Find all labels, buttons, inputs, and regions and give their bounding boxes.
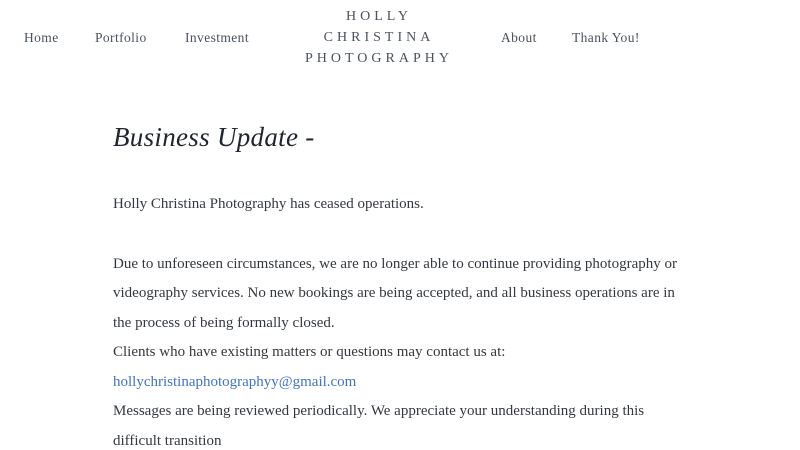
logo-line-3: PHOTOGRAPHY bbox=[305, 51, 453, 66]
body-line: Messages are being reviewed periodically. We appreciate your understanding during this bbox=[113, 403, 645, 419]
nav-item-thank-you[interactable]: Thank You! bbox=[572, 30, 640, 45]
site-logo[interactable] bbox=[279, 6, 479, 69]
nav-item-about[interactable]: About bbox=[501, 30, 537, 45]
logo-line-2: CHRISTINA bbox=[323, 30, 435, 45]
update-paragraph bbox=[113, 250, 783, 450]
body-line: difficult transition bbox=[113, 432, 222, 449]
body-line: videography services. No new bookings are being accepted, and all business operations are in bbox=[113, 285, 675, 301]
nav-item-home[interactable]: Home bbox=[24, 30, 59, 45]
site-header bbox=[0, 0, 800, 90]
nav-item-investment[interactable]: Investment bbox=[185, 30, 249, 45]
page-title: Business Update - bbox=[113, 122, 315, 152]
main-content bbox=[113, 118, 783, 450]
body-line: Due to unforeseen circumstances, we are no longer able to continue providing photography or bbox=[113, 255, 677, 272]
nav-item-portfolio[interactable]: Portfolio bbox=[95, 30, 147, 45]
logo-line-1: HOLLY bbox=[345, 9, 413, 24]
body-line: the process of being formally closed. bbox=[113, 314, 335, 331]
body-line: Clients who have existing matters or questions may contact us at: bbox=[113, 344, 506, 360]
intro-text: Holly Christina Photography has ceased operations. bbox=[113, 196, 424, 212]
email-link[interactable]: hollychristinaphotographyy@gmail.com bbox=[113, 373, 357, 390]
